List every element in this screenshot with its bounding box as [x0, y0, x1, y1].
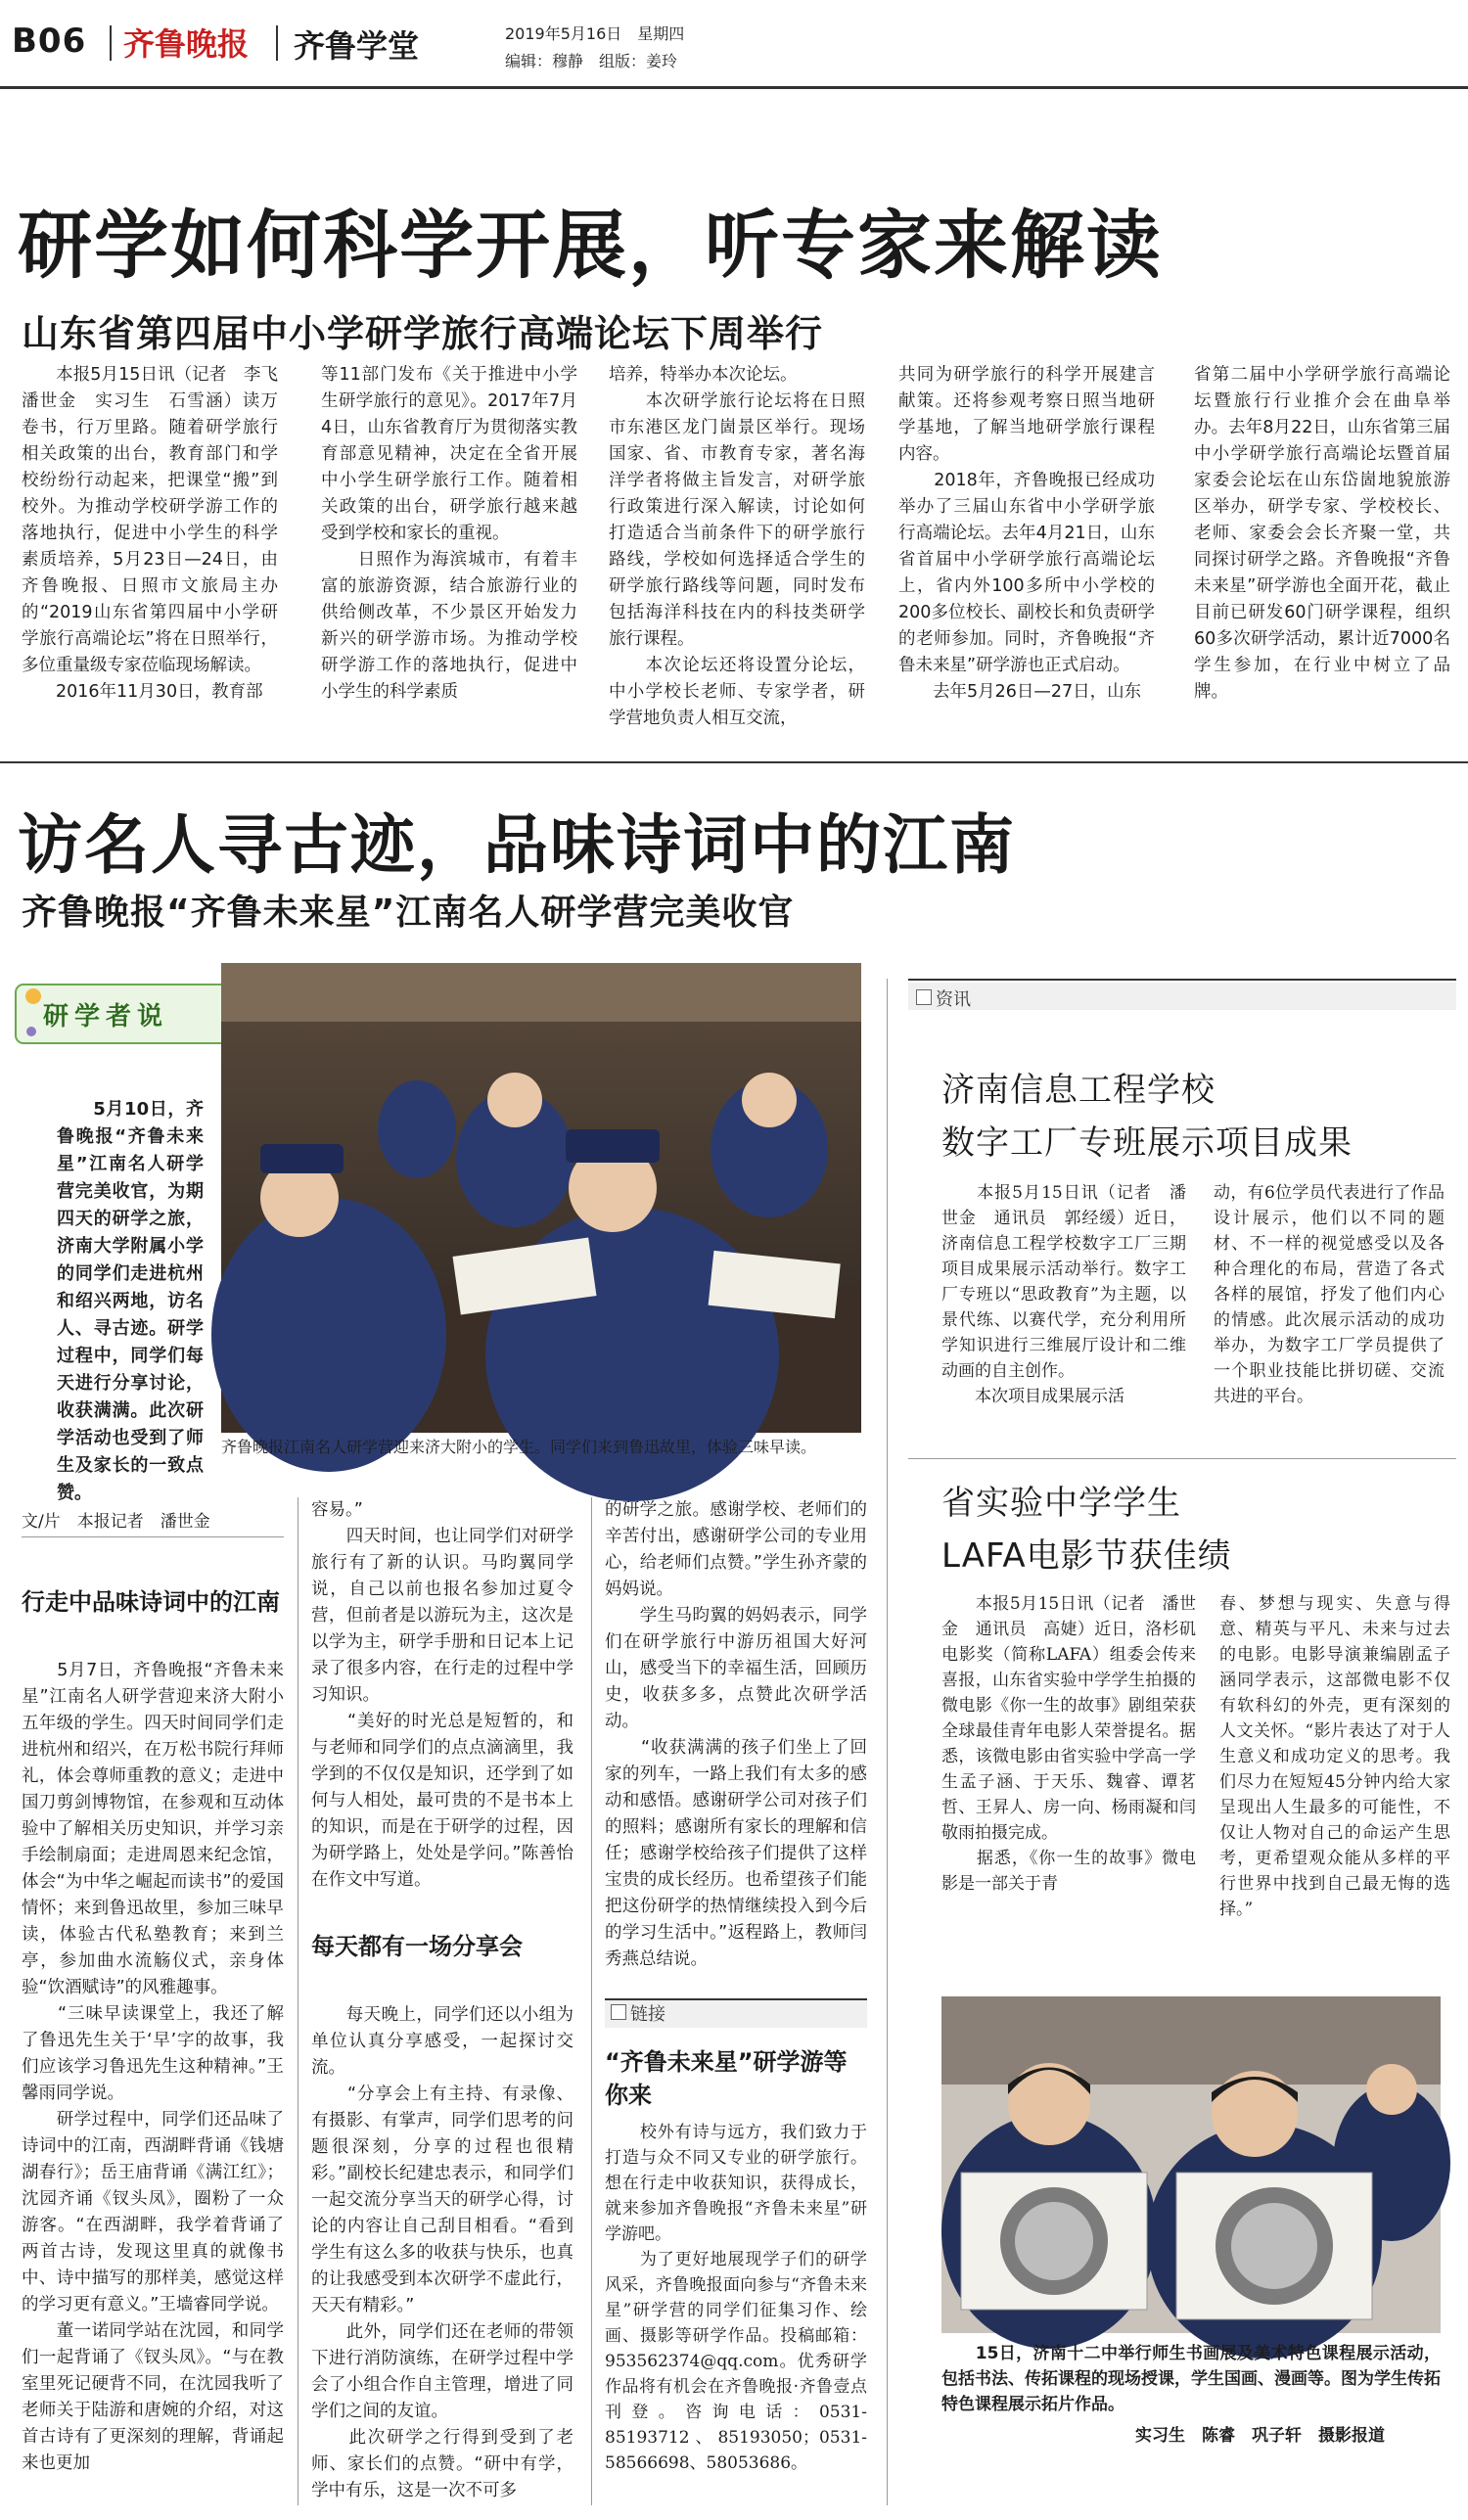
article1-col-1: 本报5月15日讯（记者 李飞 潘世金 实习生 石雪涵）读万卷书，行万里路。随着研学旅行相关政策的出台，教育部门和学校纷纷行动起来，把课堂“搬”到校外。为推动学校研学游工作的落地执行，促进中小学生的科学素质培养，5月23日—24日，由齐鲁晚报、日照市文旅局主办的“2019山东省第四届中小学研学旅行高端论坛”将在日照举行，多位重量级专家莅临现场解读。 2016年11月30日，教育部: [22, 365, 278, 702]
link-box-title: “齐鲁未来星”研学游等你来: [605, 2048, 848, 2109]
issue-date: 2019年5月16日 星期四: [505, 24, 685, 43]
masthead-divider: [110, 25, 112, 61]
essay-col2-top: 容易。” 四天时间，也让同学们对研学旅行有了新的认识。马昀翼同学说，自己以前也报名参加过夏令营，但前者是以游玩为主，这次是以学为主，研学手册和日记本上记录了很多内容，在行走的过程中学习知识。 “美好的时光总是短暂的，和与老师和同学们的点点滴滴里，我学到的不仅仅是知识，还学到了如何与人相处，最可贵的不是书本上的知识，而是在于研学的过程，因为研学路上，处处是学问。”陈善怡在作文中写道。: [311, 1500, 573, 1890]
editor-credits: 编辑：穆静 组版：姜玲: [505, 52, 678, 70]
section-rule: [0, 761, 1468, 763]
article2-byline: 文/片 本报记者 潘世金: [22, 1512, 210, 1532]
column-separator-3: [887, 979, 888, 2505]
article1-col-2: 等11部门发布《关于推进中小学生研学旅行的意见》。2017年7月4日，山东省教育厅为贯彻落实教育部意见精神，决定在全省开展中小学生研学旅行工作。随着相关政策的出台，研学旅行越来越受到学校和家长的重视。 日照作为海滨城市，有着丰富的旅游资源，结合旅游行业的供给侧改革，不少景区开始发力新兴的研学游市场。为推动学校研学游工作的落地执行，促进中小学生的科学素质: [321, 365, 577, 702]
newspaper-logo: 齐鲁晚报: [123, 25, 250, 63]
film-title-line2: LAFA电影节获佳绩: [941, 1536, 1232, 1576]
rubbing-photo: [941, 1996, 1441, 2333]
badge-label: 研学者说: [43, 1002, 169, 1031]
article1-col-3: 培养，特举办本次论坛。 本次研学旅行论坛将在日照市东港区龙门崮景区举行。现场国家、省、市教育专家，著名海洋学者将做主旨发言，对研学旅行政策进行深入解读，讨论如何打造适合当前条件下的研学旅行路线，学校如何选择适合学生的研学旅行路线等问题，同时发布包括海洋科技在内的科技类研学旅行课程。 本次论坛还将设置分论坛，中小学校长老师、专家学者，研学营地负责人相互交流，: [609, 365, 865, 728]
classroom-photo-caption: 齐鲁晚报江南名人研学营迎来济大附小的学生。同学们来到鲁迅故里，体验三味早读。: [221, 1438, 817, 1456]
essay2-text: 每天晚上，同学们还以小组为单位认真分享感受，一起探讨交流。 “分享会上有主持、有录像、有摄影、有掌声，同学们思考的问题很深刻，分享的过程也很精彩。”副校长纪建忠表示，和同学们一起交流分享当天的研学心得，讨论的内容让自己刮目相看。“看到学生有这么多的收获与快乐，也真的让我感受到本次研学不虚此行，天天有精彩。” 此外，同学们还在老师的带领下进行消防演练，在研学过程中学会了小组合作自主管理，增进了同学们之间的友谊。 此次研学之行得到受到了老师、家长们的点赞。“研中有学，学中有乐，这是一次不可多: [311, 2005, 573, 2500]
badge-yanxue: [14, 979, 254, 1049]
article2-intro: 5月10日，齐鲁晚报“齐鲁未来星”江南名人研学营完美收官，为期四天的研学之旅，济南大学附属小学的同学们走进杭州和绍兴两地，访名人、寻古迹。研学过程中，同学们每天进行分享讨论，收获满满。此次研学活动也受到了师生及家长的一致点赞。: [57, 1099, 204, 1503]
section-title: 齐鲁学堂: [294, 27, 420, 65]
rubbing-photo-credit: 实习生 陈睿 巩子轩 摄影报道: [1135, 2426, 1385, 2446]
info-col-2: 动，有6位学员代表进行了作品设计展示，他们以不同的题材、不一样的视觉感受以及各种合理化的布局，营造了各式各样的展馆，抒发了他们内心的情感。此次展示活动的成功举办，为数字工厂学员提供了一个职业技能比拼切磋、交流共进的平台。: [1214, 1183, 1445, 1406]
info-box-icon: [916, 989, 932, 1005]
article1-col-5: 省第二届中小学研学旅行高端论坛暨旅行行业推介会在曲阜举办。去年8月22日，山东省第三届中小学研学旅行高端论坛暨首届家委会论坛在山东岱崮地貌旅游区举办，研学专家、学校校长、老师、家委会会长齐聚一堂，共同探讨研学之路。齐鲁晚报“齐鲁未来星”研学游也全面开花，截止目前已研发60门研学课程，组织60多次研学活动，累计近7000名学生参加，在行业中树立了品牌。: [1194, 365, 1450, 702]
article1-headline: 研学如何科学开展，听专家来解读: [18, 202, 1163, 289]
masthead-rule: [0, 86, 1468, 89]
info-box-rule: [908, 979, 1456, 981]
film-title-line1: 省实验中学学生: [941, 1484, 1181, 1523]
info-box-header: [908, 983, 1456, 1010]
essay-col3: 的研学之旅。感谢学校、老师们的辛苦付出，感谢研学公司的专业用心，给老师们点赞。”学生孙齐蒙的妈妈说。 学生马昀翼的妈妈表示，同学们在研学旅行中游历祖国大好河山，感受当下的幸福生活，回顾历史，收获多多，点赞此次研学活动。 “收获满满的孩子们坐上了回家的列车，一路上我们有太多的感动和感悟。感谢研学公司对孩子们的照料；感谢所有家长的理解和信任；感谢学校给孩子们提供了这样宝贵的成长经历。也希望孩子们能把这份研学的热情继续投入到今后的学习生活中。”返程路上，教师闫秀燕总结说。: [605, 1500, 867, 1969]
film-col-1: 本报5月15日讯（记者 潘世金 通讯员 高婕）近日，洛杉矶电影奖（简称LAFA）组委会传来喜报，山东省实验中学学生拍摄的微电影《你一生的故事》剧组荣获全球最佳青年电影人荣誉提名。据悉，该微电影由省实验中学高一学生孟子涵、于天乐、魏睿、谭茗哲、王昇人、房一向、杨雨凝和闫敬雨拍摄完成。 据悉，《你一生的故事》微电影是一部关于青: [941, 1594, 1196, 1894]
info-col-1: 本报5月15日讯（记者 潘世金 通讯员 郭经缓）近日，济南信息工程学校数字工厂三期项目成果展示活动举行。数字工厂专班以“思政教育”为主题，以景代练、以赛代学，充分利用所学知识进行三维展厅设计和二维动画的自主创作。 本次项目成果展示活: [941, 1183, 1186, 1406]
essay2-heading: 每天都有一场分享会: [311, 1933, 523, 1960]
essay1-text: 5月7日，齐鲁晚报“齐鲁未来星”江南名人研学营迎来济大附小五年级的学生。四天时间同学们走进杭州和绍兴，在万松书院行拜师礼，体会尊师重教的意义；走进中国刀剪剑博物馆，在参观和互动体验中了解相关历史知识，并学习亲手绘制扇面；走进周恩来纪念馆，体会“为中华之崛起而读书”的爱国情怀；来到鲁迅故里，参加三味早读，体验古代私塾教育；来到兰亭，参加曲水流觞仪式，亲身体验“饮酒赋诗”的风雅趣事。 “三味早读课堂上，我还了解了鲁迅先生关于‘早’字的故事，我们应该学习鲁迅先生这种精神。”王馨雨同学说。 研学过程中，同学们还品味了诗词中的江南，西湖畔背诵《钱塘湖春行》；岳王庙背诵《满江红》；沈园齐诵《钗头凤》，圈粉了一众游客。“在西湖畔，我学着背诵了两首古诗，发现这里真的就像书中、诗中描写的那样美，感觉这样的学习更有意义。”王墙睿同学说。 董一诺同学站在沈园，和同学们一起背诵了《钗头凤》。“与在教室里死记硬背不同，在沈园我听了老师关于陆游和唐婉的介绍，对这首古诗有了更深刻的理解，背诵起来也更加: [22, 1661, 284, 2473]
masthead-divider-2: [276, 25, 278, 61]
rubbing-photo-caption: 15日，济南十二中举行师生书画展及美术特色课程展示活动，包括书法、传拓课程的现场授课，学生国画、漫画等。图为学生传拓特色课程展示拓片作品。: [941, 2344, 1441, 2414]
article2-subheadline: 齐鲁晚报“齐鲁未来星”江南名人研学营完美收官: [22, 893, 795, 933]
info-box-tag: 资讯: [936, 989, 971, 1010]
article1-col-4: 共同为研学旅行的科学开展建言献策。还将参观考察日照当地研学基地，了解当地研学旅行课程内容。 2018年，齐鲁晚报已经成功举办了三届山东省中小学研学旅行高端论坛。去年4月21日，山东省首届中小学研学旅行高端论坛上，省内外100多所中小学校的200多位校长、副校长和负责研学的老师参加。同时，齐鲁晚报“齐鲁未来星”研学游也正式启动。 去年5月26日—27日，山东: [898, 365, 1155, 702]
link-box-icon: [611, 2004, 626, 2020]
page-number: B06: [12, 22, 87, 61]
link-box-header: [605, 1998, 867, 2026]
right-divider: [908, 1458, 1456, 1459]
byline-rule: [22, 1536, 284, 1537]
column-separator-2: [591, 1497, 592, 2505]
film-col-2: 春、梦想与现实、失意与得意、精英与平凡、未来与过去的电影。电影导演兼编剧孟子涵同学表示，这部微电影不仅有软科幻的外壳，更有深刻的人文关怀。“影片表达了对于人生意义和成功定义的思考。我们尽力在短短45分钟内给大家呈现出人生最多的可能性，不仅让人物对自己的命运产生思考，更希望观众能从多样的平行世界中找到自己最无悔的选择。”: [1219, 1594, 1450, 1919]
link-box-tag: 链接: [630, 2004, 665, 2025]
essay1-heading: 行走中品味诗词中的江南: [22, 1588, 280, 1616]
article1-subheadline: 山东省第四届中小学研学旅行高端论坛下周举行: [22, 312, 824, 355]
info-title-line1: 济南信息工程学校: [941, 1071, 1216, 1110]
article2-headline: 访名人寻古迹，品味诗词中的江南: [18, 807, 1016, 883]
info-title-line2: 数字工厂专班展示项目成果: [941, 1123, 1353, 1163]
classroom-photo: [221, 963, 861, 1433]
link-box-text: 校外有诗与远方，我们致力于打造与众不同又专业的研学旅行。想在行走中收获知识，获得成长，就来参加齐鲁晚报“齐鲁未来星”研学游吧。 为了更好地展现学子们的研学风采，齐鲁晚报面向参与“齐鲁未来星”研学营的同学们征集习作、绘画、摄影等研学作品。投稿邮箱：953562374@qq.com。优秀研学作品将有机会在齐鲁晚报·齐鲁壹点刊登。咨询电话：0531-85193712、85193050；0531-58566698、58053686。: [605, 2123, 867, 2473]
